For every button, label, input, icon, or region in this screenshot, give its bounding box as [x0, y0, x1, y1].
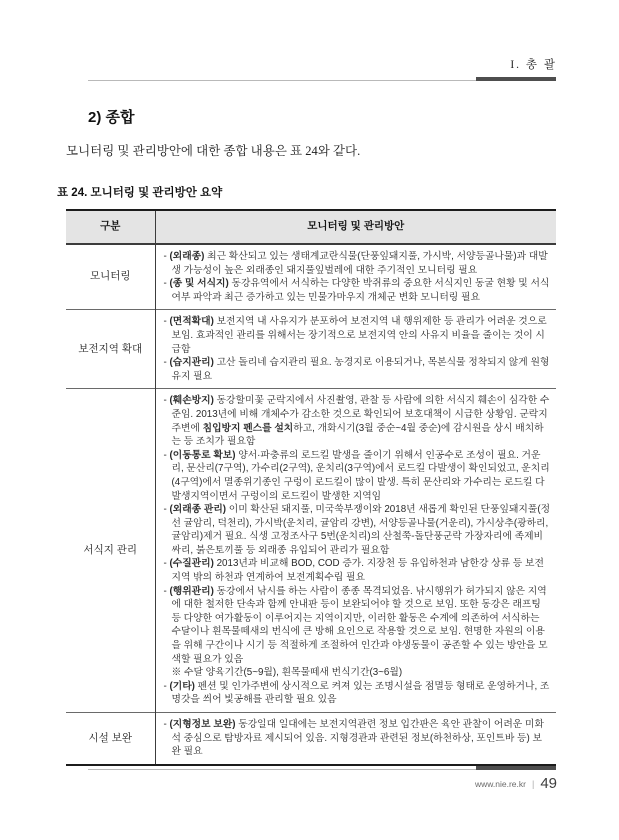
bullet-tag-bold: (습지관리): [169, 357, 214, 369]
footer-divider: |: [531, 778, 535, 789]
bullet-marker: -: [163, 357, 170, 369]
bullet-item: [164, 680, 552, 707]
page-header-section-label: I. 총 괄: [510, 59, 557, 71]
bullet-text: 2013년과 비교해 BOD, COD 증가. 지장천 등 유입하천과 남한강 상류 등 보전지역 밖의 하천과 연계하여 보전계획수립 필요: [171, 558, 544, 584]
bullet-tag-bold: (이동통로 확보): [169, 449, 236, 461]
bullet-item: [164, 449, 552, 503]
bullet-item: [164, 503, 552, 557]
bullet-marker: -: [163, 449, 170, 461]
bullet-text: 하고, 개화시기(3월 중순~4월 중순)에 감시원을 상시 배치하는 등 조치가 필요함: [171, 422, 544, 448]
bullet-marker: -: [163, 251, 170, 262]
bullet-item: [164, 250, 552, 277]
bullet-text: 최근 확산되고 있는 생태계교란식물(단풍잎돼지풀, 가시박, 서양등골나물)과 대발생 가능성이 높은 외래종인 돼지풀잎벌레에 대한 주기적인 모니터링 필요: [171, 251, 548, 276]
bullet-marker: -: [163, 504, 170, 516]
bullet-marker: -: [163, 680, 170, 692]
footer: [475, 775, 557, 792]
bullet-item: [164, 557, 552, 584]
row-category-cell: 시설 보완: [66, 713, 155, 765]
column-header-category: 구분: [66, 210, 155, 244]
footer-rule: [88, 769, 556, 770]
footer-page-number: 49: [540, 775, 557, 792]
page-title: 2) 종합: [88, 109, 135, 126]
row-content-cell: [155, 244, 556, 310]
note-item: [164, 666, 552, 680]
footer-site-url: www.nie.re.kr: [474, 778, 526, 789]
table-header-row: [66, 210, 556, 244]
bullet-text: 고산 돌리네 습지관리 필요. 농경지로 이용되거나, 목본식물 정착되지 않게 원형 유지 필요: [171, 357, 550, 382]
bullet-marker: -: [163, 719, 170, 730]
bullet-item: [164, 277, 552, 304]
bullet-text: 동강일대 일대에는 보전지역관련 정보 입간판은 육안 관찰이 어려운 미화석 중심으로 탐방자료 제시되어 있음. 지형경관과 관련된 정보(하천하상, 포인트바 등) 보완 필요: [171, 719, 544, 758]
bullet-tag-bold: (훼손방지): [169, 395, 214, 407]
footer-rule-accent: [476, 766, 556, 770]
row-content-cell: [155, 713, 556, 765]
intro-paragraph: 모니터링 및 관리방안에 대한 종합 내용은 표 24와 같다.: [66, 144, 361, 158]
bullet-text: 동강할미꽃 군락지에서 사진촬영, 관찰 등 사람에 의한 서식지 훼손이 심각한 수준임. 2013년에 비해 개체수가 감소한 것으로 확인되어 보호대책이 시급한 상황임. 군락지 주변에: [171, 395, 550, 434]
bullet-item: [164, 585, 552, 667]
header-rule: [88, 80, 556, 81]
table-row: [66, 389, 556, 713]
row-content-cell: [155, 389, 556, 713]
bullet-tag-bold: (면적확대): [169, 316, 214, 328]
bullet-text: 동강유역에서 서식하는 다양한 박쥐류의 중요한 서식지인 동굴 현황 및 서식여부 파악과 최근 증가하고 있는 민물가마우지 개체군 변화 모니터링 필요: [171, 278, 550, 303]
bullet-text: 동강에서 낚시를 하는 사람이 종종 목격되었음. 낚시행위가 허가되지 않은 지역에 대한 철저한 단속과 함께 안내판 등이 보완되어야 할 것으로 보임. 또한 동강은 래프팅 등 다양한 여가활동이 이루어지는 지역이지만, 이러한 활동은 수계에 의존하여 서식하는 수달이나 흰목물떼새의 번식에 큰 방해 요인으로 작용할 것으로 보임. 현명한 자원의 이용을 위해 구간이나 시기 등 적절하게 조절하여 인간과 야생동물이 공존할 수 있는 방안을 모색할 필요가 있음: [171, 585, 548, 665]
row-content-cell: [155, 310, 556, 389]
bullet-marker: -: [163, 278, 170, 290]
bullet-tag-bold: (기타): [169, 680, 195, 692]
bullet-marker: -: [163, 585, 170, 597]
row-category-cell: 서식지 관리: [66, 389, 155, 713]
bullet-tag-bold: (외래종 관리): [169, 504, 227, 516]
bullet-marker: -: [163, 558, 170, 570]
row-category-cell: 보전지역 확대: [66, 310, 155, 389]
table-caption: 표 24. 모니터링 및 관리방안 요약: [57, 187, 223, 199]
header-rule-accent: [476, 77, 556, 81]
bullet-text: 펜션 및 인가주변에 상시적으로 켜져 있는 조명시설을 점멸등 형태로 운영하거나, 조명갓을 씌어 빛공해를 관리할 필요 있음: [171, 680, 550, 706]
column-header-content: 모니터링 및 관리방안: [155, 210, 556, 244]
bullet-text: 양서·파충류의 로드킬 발생을 줄이기 위해서 인공수로 조성이 필요. 거운리, 문산리(7구역), 가수리(2구역), 운치리(3구역)에서 로드킬 다발생이 확인되었고, 운치리(4구역)에서 멸종위기종인 구렁이 로드킬이 많이 발생. 특히 문산리와 가수리는 로드킬 다발생지역이면서 구렁이의 로드킬이 발생한 지역임: [171, 449, 550, 502]
bullet-item: [164, 315, 552, 356]
bullet-tag-bold: (종 및 서식지): [169, 278, 229, 290]
bullet-marker: -: [163, 316, 170, 328]
bullet-item: [164, 356, 552, 383]
bullet-tag-bold: (지형정보 보완): [169, 719, 236, 730]
bullet-tag-bold: 침입방지 펜스를 설치: [202, 422, 294, 434]
bullet-text: ※ 수달 양육기간(5~9월), 흰목물떼새 번식기간(3~6월): [171, 667, 403, 679]
bullet-text: 보전지역 내 사유지가 분포하여 보전지역 내 행위제한 등 관리가 어려운 것으로 보임. 효과적인 관리를 위해서는 장기적으로 보전지역 안의 사유지 비율을 줄이는 것이 시급함: [171, 316, 547, 355]
bullet-item: [164, 394, 552, 448]
table-row: [66, 310, 556, 389]
table-row: [66, 244, 556, 310]
row-category-cell: 모니터링: [66, 244, 155, 310]
bullet-text: 이미 확산된 돼지풀, 미국쑥부쟁이와 2018년 새롭게 확인된 단풍잎돼지풀(정선 귤암리, 덕천리), 가시박(운치리, 귤암리 강변), 서양등골나물(거운리), 가시상추(광하리, 귤암리)제거 필요. 식생 고정조사구 5번(운치리)의 산철쭉-돌단풍군락 가장자리에 족제비싸리, 붉은토끼풀 등 외래종 유입되어 관리가 필요함: [171, 504, 551, 556]
bullet-tag-bold: (수질관리): [169, 558, 214, 570]
bullet-tag-bold: (행위관리): [169, 585, 214, 597]
table-row: [66, 713, 556, 765]
bullet-marker: -: [163, 395, 170, 407]
bullet-item: [164, 718, 552, 759]
monitoring-management-summary-table: [66, 209, 556, 766]
bullet-tag-bold: (외래종): [169, 251, 205, 262]
